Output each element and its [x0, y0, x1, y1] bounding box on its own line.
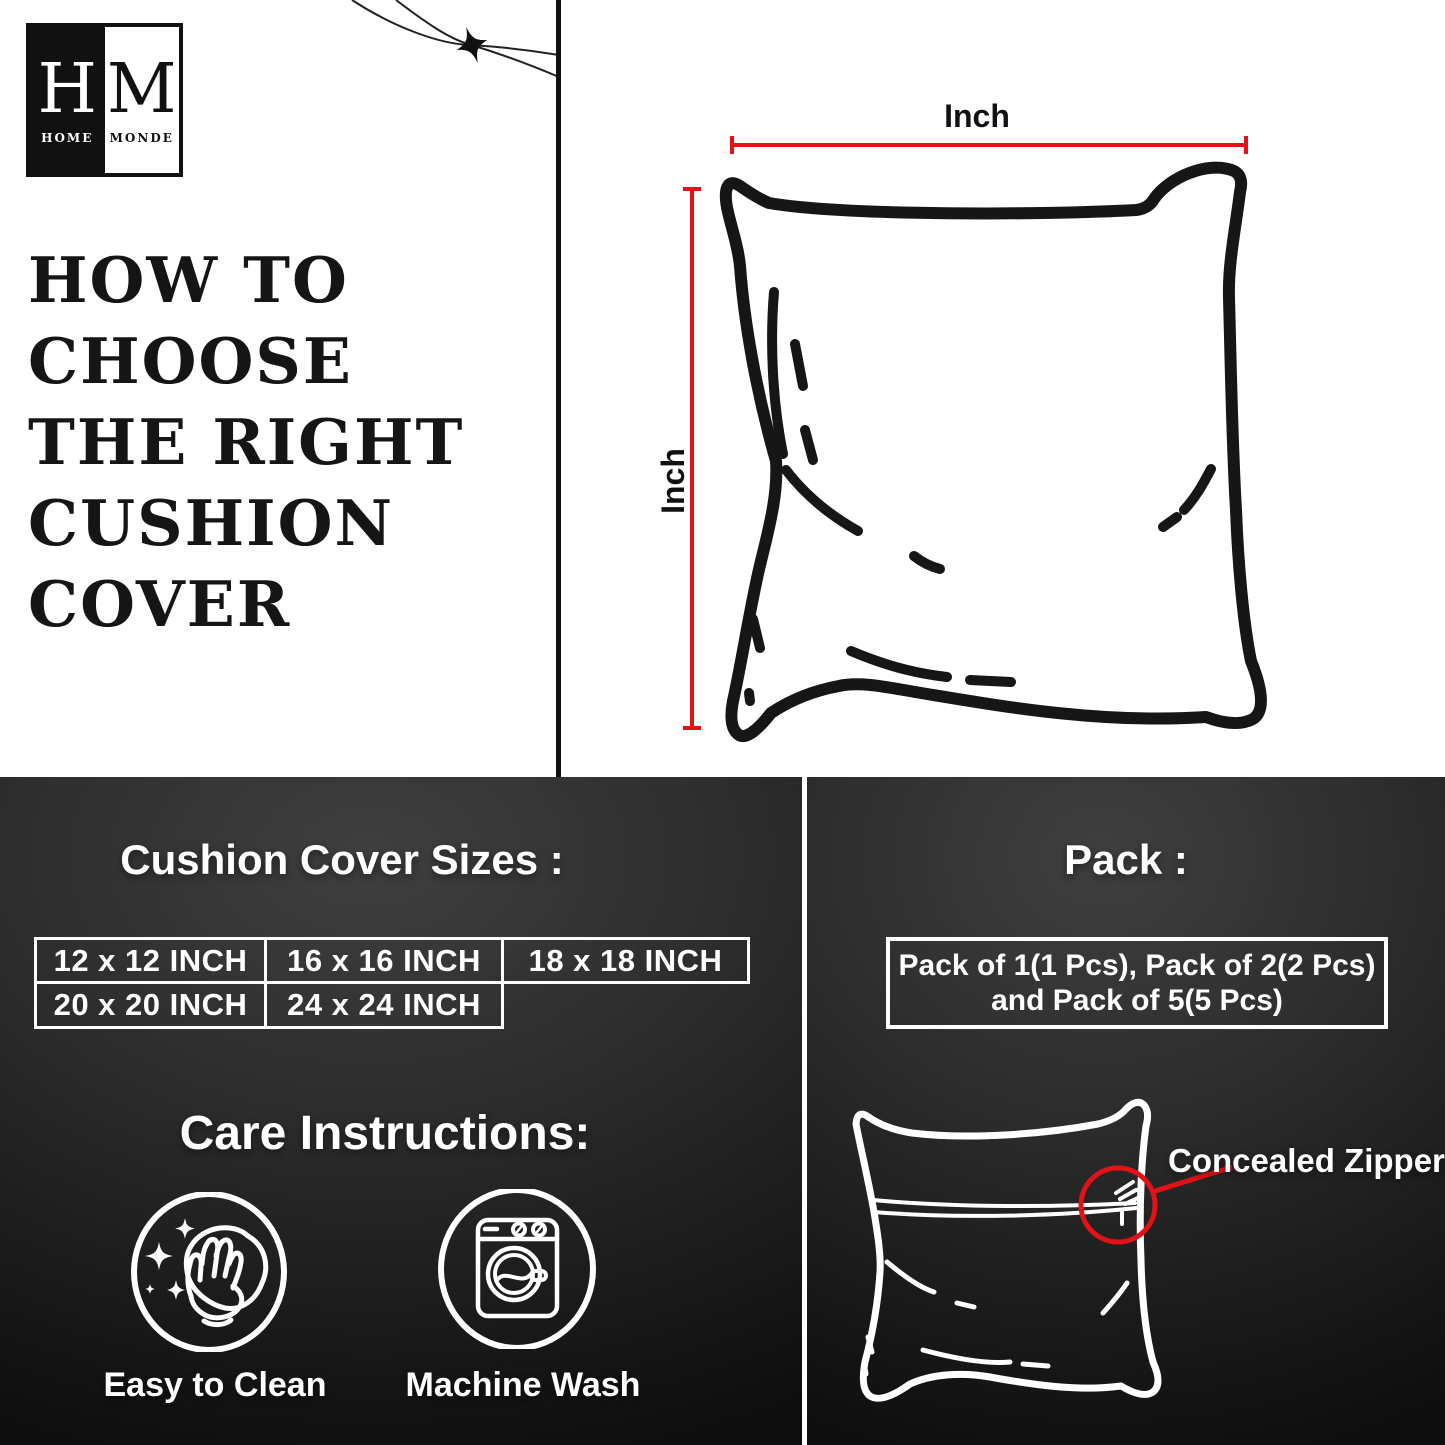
size-cell: 16 x 16 INCH [264, 937, 504, 984]
size-cell: 20 x 20 INCH [34, 981, 267, 1029]
size-cell: 12 x 12 INCH [34, 937, 267, 984]
sparkle-icon [451, 22, 493, 68]
page-title [28, 240, 548, 645]
logo-home-half [30, 27, 105, 173]
sizes-table-row [34, 984, 750, 1029]
page-title-line: THE RIGHT [28, 405, 465, 479]
logo-monde-half [105, 27, 180, 173]
width-dimension-label: Inch [944, 98, 1010, 134]
decorative-swirl [300, 0, 570, 90]
logo-word-home: HOME [41, 130, 94, 145]
pack-options-line: Pack of 1(1 Pcs), Pack of 2(2 Pcs) [898, 949, 1376, 982]
care-item-label: Easy to Clean [103, 1366, 327, 1404]
brand-logo [26, 23, 183, 177]
page-title-line: HOW TO [28, 243, 349, 317]
logo-letter-h: H [37, 49, 97, 129]
size-cell: 18 x 18 INCH [501, 937, 750, 984]
pack-heading: Pack : [1064, 836, 1188, 883]
sizes-table-row [34, 937, 750, 984]
care-item-label: Machine Wash [405, 1366, 641, 1404]
pack-options-line: and Pack of 5(5 Pcs) [991, 984, 1283, 1017]
section-divider [556, 0, 561, 777]
logo-letter-m: M [106, 49, 177, 129]
cushion-back-outline [856, 1102, 1158, 1398]
sizes-heading: Cushion Cover Sizes : [120, 836, 564, 883]
sizes-table [34, 937, 750, 1029]
easy-to-clean-icon [129, 1192, 289, 1352]
zipper-lines [873, 1182, 1138, 1224]
machine-wash-icon [437, 1189, 597, 1349]
zipper-label: Concealed Zipper [1168, 1142, 1445, 1179]
size-cell: 24 x 24 INCH [264, 981, 504, 1029]
cushion-back-creases [865, 1262, 1127, 1374]
height-dimension-label: Inch [655, 448, 691, 514]
cushion-back-drawing [820, 1060, 1445, 1445]
logo-word-monde: MONDE [109, 130, 174, 145]
page-title-line: CUSHION [28, 486, 395, 560]
cushion-size-diagram [620, 40, 1440, 760]
page-title-line: CHOOSE [28, 324, 353, 398]
pack-options-box [886, 937, 1388, 1029]
page-title-line: COVER [28, 567, 292, 641]
care-heading: Care Instructions: [179, 1107, 591, 1160]
